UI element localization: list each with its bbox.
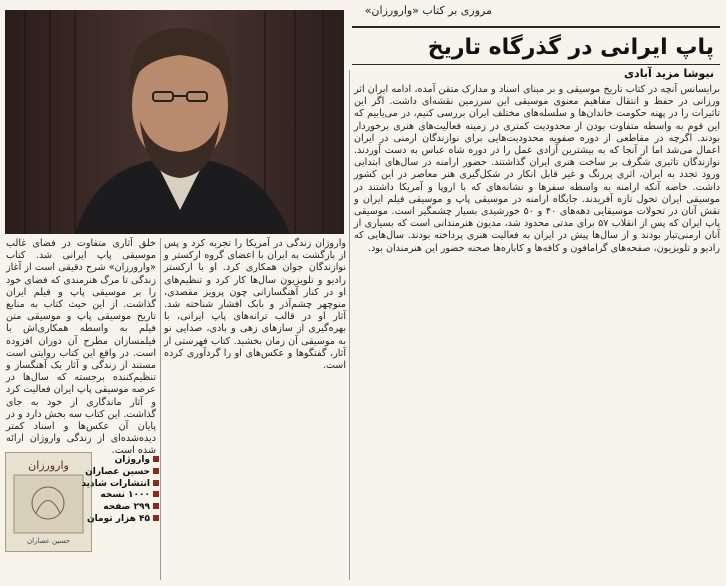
book-info-item: ۱۰۰۰ نسخه	[93, 490, 159, 502]
top-rule	[352, 26, 720, 28]
book-info-item: ۲۹۹ صفحه	[93, 502, 159, 514]
book-info-item: ۴۵ هزار تومان	[93, 514, 159, 526]
article-column-middle: واروژان زندگی در آمریکا را تجربه کرد و پس از بازگشت به ایران با اعضای گروه ارکستر و نوازندگان جوان همکاری کرد. او با ارکستر رادیو و تلویزیون سال‌ها کار کرد و تنظیم‌های او در کنار آهنگسازانی چون پرویز مقصدی، منوچهر چشم‌آذر و بابک افشار شناخته شد. آثار او در قالب ترانه‌های پاپ ایرانی، با بهره‌گیری از سازهای زهی و بادی، صدایی نو به موسیقی آن زمان بخشید. کتاب فهرستی از آثار، گفتگوها و عکس‌های او را گردآوری کرده است.	[164, 238, 346, 372]
bullet-icon	[153, 480, 159, 486]
bullet-icon	[153, 468, 159, 474]
column-divider	[160, 238, 161, 580]
byline: نیوشا مزید آبادی	[623, 67, 714, 80]
section-label: مروری بر کتاب «وارورزان»	[364, 4, 492, 17]
headline-rule	[352, 64, 720, 65]
book-info-item: واروژان	[93, 455, 159, 467]
article-column-right: برایسانس آنچه در کتاب تاریخ موسیقی و بر مبنای اسناد و مدارک متقن آمده، ادامه ایران اثر ورزانی در حفظ و انتقال مفاهیم معنوی موسیقی این سرزمین نقشه‌ای داشت. اگر این تاثیرات را در پهنه حکومت خاندان‌ها و سلسله‌های مختلف ایران بررسی کنیم، در می‌یابیم که این قوم به واسطه متفاوت بودن از محدودیت کمتری در زمینه فعالیت‌های هنری برخوردار بودند. اگرچه در مقاطعی از دوره صفویه محدودیت‌هایی برای نوازندگان ارمنی در ایران اعمال می‌شد اما از آنجا که به بیشترین آزادی عمل را در دوره شاه عباس به دست آوردند. نوازندگان تاثیری شگرف بر ساخت هنری ایران گذاشتند. حضور ارامنه در سال‌های ابتدایی ورود تجدد به ایران، اثری پررنگ و غیر قابل انکار در شکل‌گیری هنر معاصر در این کشور داشت. خاصه آنکه ارامنه به واسطه سفرها و نشانه‌های که با اروپا و آمریکا داشتند در موسیقی ایران تحول تازه آفریدند. جایگاه ارامنه در موسیقی پاپ و موسیقی فیلم ایران و نقش آنان در تحولات موسیقایی دهه‌های ۴۰ و ۵۰ خورشیدی بسیار چشمگیر است. موسیقی پاپ ایران که پس از انقلاب ۵۷ برای مدتی محدود شد، مدیون هنرمندانی است که بسیاری از آنان ارمنی‌تبار بودند و از سال‌ها پیش در ایران به فعالیت هنری پرداخته بودند. سال‌هایی که رادیو و تلویزیون، صفحه‌های گرامافون و کافه‌ها و کاباره‌ها صحنه حضور این هنرمندان بود.	[354, 84, 720, 254]
book-cover-image	[5, 452, 92, 552]
book-info-item: حسین عصاران	[93, 467, 159, 479]
portrait-photo	[5, 10, 344, 234]
bullet-icon	[153, 456, 159, 462]
book-info-item: انتشارات شادید	[93, 479, 159, 491]
bullet-icon	[153, 491, 159, 497]
headline: پاپ ایرانی در گذرگاه تاریخ	[427, 35, 714, 60]
book-cover-author: حسین عصاران	[26, 537, 71, 545]
column-divider	[349, 70, 350, 580]
bullet-icon	[153, 515, 159, 521]
article-column-left: خلق آثاری متفاوت در فضای غالب موسیقی پاپ ایرانی شد. کتاب «وارورزان» شرح دقیقی است از آغاز زندگی تا مرگ هنرمندی که فضای خود را بر موسیقی پاپ و فیلم ایران گذاشت. از این حیث کتاب به منابع تاریخ موسیقی پاپ و موسیقی متن فیلم به واسطه همکاری‌اش با فیلمسازان مطرح آن دوران افزوده است. در واقع این کتاب روایتی است مستند از زندگی و آثار یک آهنگساز و تنظیم‌کننده برجسته که سال‌ها در عرصه موسیقی پاپ ایران فعالیت کرد و آثار ماندگاری از خود به جای گذاشت. این کتاب سه بخش دارد و در پایان آن عکس‌ها و اسناد کمتر دیده‌شده‌ای از زندگی واروژان ارائه شده است.	[6, 238, 156, 457]
bullet-icon	[153, 503, 159, 509]
book-info-list	[81, 455, 159, 526]
book-cover-title: وارورزان	[28, 459, 69, 472]
